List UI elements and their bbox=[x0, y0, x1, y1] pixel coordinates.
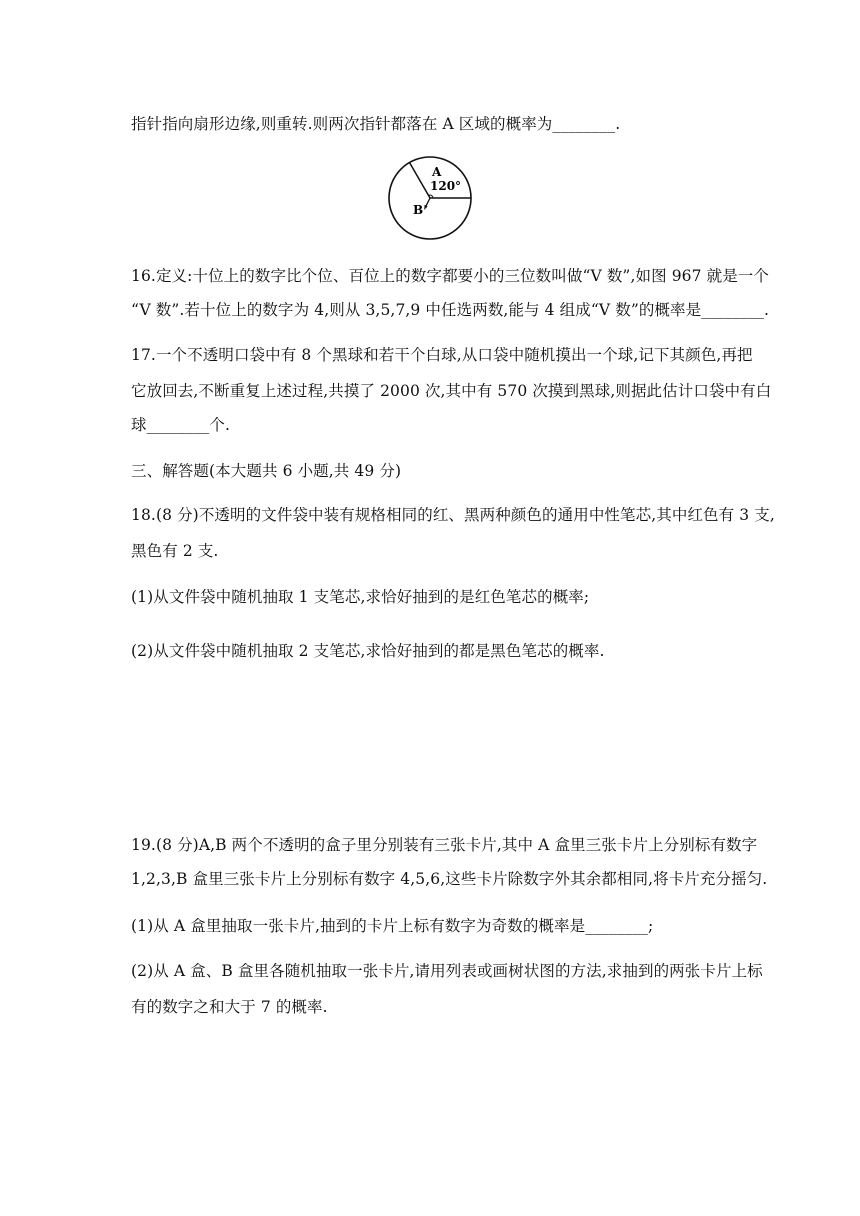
q15-continuation: 指针指向扇形边缘,则重转.则两次指针都落在 A 区域的概率为________. bbox=[131, 115, 621, 133]
section-heading: 三、解答题(本大题共 6 小题,共 49 分) bbox=[131, 462, 402, 480]
q18-line-1: 18.(8 分)不透明的文件袋中装有规格相同的红、黑两种颜色的通用中性笔芯,其中红色有 3 支, bbox=[131, 506, 775, 524]
sector-boundary-upper bbox=[410, 163, 431, 199]
pointer-arrowhead bbox=[424, 205, 427, 210]
q17-line-3: 球________个. bbox=[131, 416, 231, 434]
q19-line-1: 19.(8 分)A,B 两个不透明的盒子里分别装有三张卡片,其中 A 盒里三张卡片上分别标有数字 bbox=[131, 836, 758, 854]
q19-line-2: 1,2,3,B 盒里三张卡片上分别标有数字 4,5,6,这些卡片除数字外其余都相同,将卡片充分摇匀. bbox=[131, 870, 768, 888]
q16-line-1: 16.定义:十位上的数字比个位、百位上的数字都要小的三位数叫做“V 数”,如图 967 就是一个 bbox=[131, 267, 770, 285]
q16-line-2: “V 数”.若十位上的数字为 4,则从 3,5,7,9 中任选两数,能与 4 组成“V 数”的概率是________. bbox=[131, 301, 770, 319]
angle-label: 120° bbox=[430, 179, 462, 193]
q18-part-1: (1)从文件袋中随机抽取 1 支笔芯,求恰好抽到的是红色笔芯的概率; bbox=[131, 588, 590, 606]
region-a-label: A bbox=[432, 165, 442, 179]
spinner-figure bbox=[386, 154, 474, 242]
q19-part-1: (1)从 A 盒里抽取一张卡片,抽到的卡片上标有数字为奇数的概率是________; bbox=[131, 917, 654, 935]
q17-line-1: 17.一个不透明口袋中有 8 个黑球和若干个白球,从口袋中随机摸出一个球,记下其颜色,再把 bbox=[131, 346, 753, 364]
spinner-diagram bbox=[386, 154, 474, 242]
q18-line-2: 黑色有 2 支. bbox=[131, 542, 219, 560]
q19-part-2-line-2: 有的数字之和大于 7 的概率. bbox=[131, 998, 328, 1016]
region-b-label: B bbox=[413, 203, 424, 217]
q19-part-2-line-1: (2)从 A 盒、B 盒里各随机抽取一张卡片,请用列表或画树状图的方法,求抽到的两张卡片上标 bbox=[131, 962, 763, 980]
q18-part-2: (2)从文件袋中随机抽取 2 支笔芯,求恰好抽到的都是黑色笔芯的概率. bbox=[131, 642, 605, 660]
q17-line-2: 它放回去,不断重复上述过程,共摸了 2000 次,其中有 570 次摸到黑球,则据此估计口袋中有白 bbox=[131, 382, 772, 400]
